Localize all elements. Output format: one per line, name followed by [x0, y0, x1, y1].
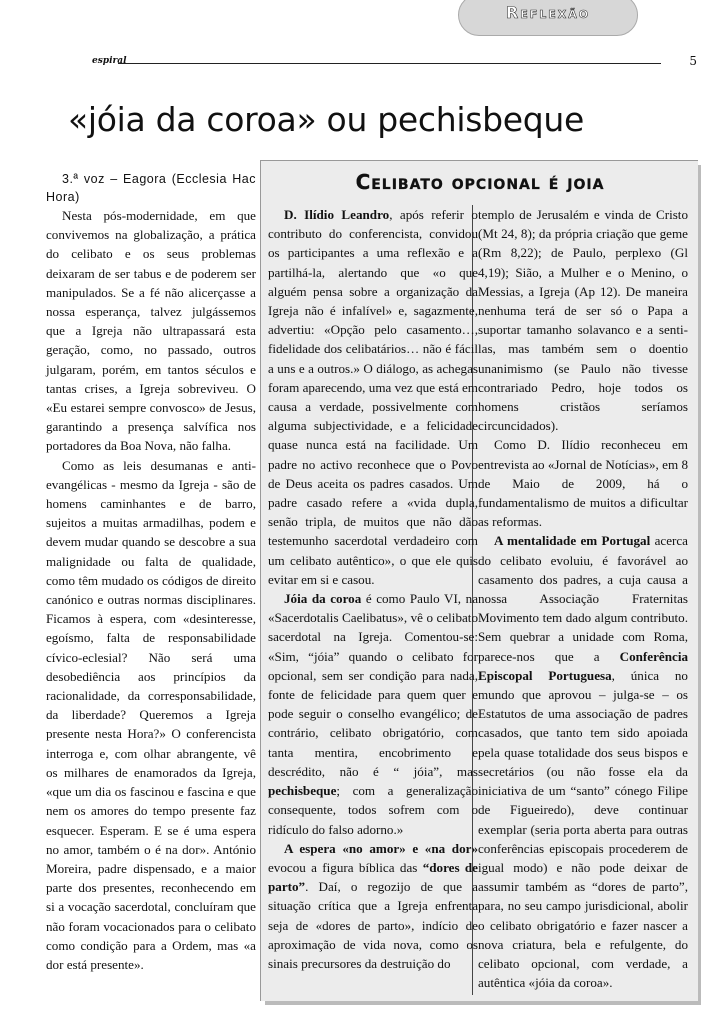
header-rule	[118, 63, 661, 64]
bold-phrase: A espera «no amor» e «na dor»	[284, 840, 478, 856]
paragraph: Como D. Ilídio reconheceu em entrevista ao «Jornal de Notícias», em 8 de Maio de 2009, há o fundamentalismo de muitos a dificultar as reformas.	[478, 437, 688, 530]
paragraph: Nesta pós-modernidade, em que convivemos na globalização, a prática do celibato e os seus problemas deixaram de ser tabus e de poderem ser manipulados. Se a fé não alicerçasse a nossa esperança, talvez julgássemos que a Igreja não ultrapassará esta geração, como, no passado, outros julgaram, porém, em tantos séculos e tantas crises, a Igreja sobreviveu. O «Eu estarei sempre convosco» de Jesus, garantindo a presença salvífica nos portadores da Boa Nova, não falha.	[46, 208, 256, 454]
bold-phrase: Conferência Episcopal Portuguesa	[478, 648, 688, 683]
article-title: «jóia da coroa» ou pechisbeque	[68, 100, 585, 139]
section-tab-label: Reflexão	[505, 3, 591, 22]
paragraph	[268, 205, 478, 589]
paragraph: templo de Jerusalém e vinda de Cristo (Mt 24, 8); da própria criação que geme (Rm 8,22); de Paulo, perplexo (Gl 4,19); Sião, a Mulher e o Menino, o Messias, a Igreja (Ap 12). De maneira nenhuma terá de ser só o Papa a suportar tamanho solavanco e a senti-las, mas também sem o doentio unanimismo (se Paulo não tivesse contrariado Pedro, hoje todos os homens cristãos seríamos circuncidados).	[478, 207, 688, 434]
bold-phrase: D. Ilídio Leandro	[284, 207, 390, 222]
paragraph	[478, 531, 688, 992]
column-1	[46, 170, 256, 974]
bold-phrase: “dores de parto”	[268, 859, 478, 895]
bold-phrase: A mentalidade em Portugal	[494, 533, 651, 549]
paragraph: Como as leis desumanas e anti-evangélicas - mesmo da Igreja - são de homens caminhantes e de barro, sujeitos a muitas armadilhas, podem e devem mudar quando se descobre a sua malignidade ou falta de qualidade, como têm mudado os códigos de direito canónico e outras normas disciplinares. Ficamos à espera, com «desinteresse, egoísmo, falta de responsabilidade cívico-eclesial? Não será uma desobediência aos princípios da racionalidade, da corresponsabilidade, da liberdade? Queremos a Igreja presente nesta Hora?» O conferencista interroga e, com olhar abrangente, vê os milhares de enamorados da Igreja, «que um dia os fascinou e fascina e que nem os amores do tempo presente faz esquecer. Esperam. E se é uma espera no amor, também o é na dor». António Moreira, padre dispensado, e a maior parte dos presentes, reconhecendo em si a vocação sacerdotal, concluíram que não foram vocacionados para o celibato como condição para a Ordem, mas «a dor está presente».	[46, 457, 256, 972]
text: . Daí, o regozijo de que a situação crítica que a Igreja enfrenta seja de «dores de parto», indício de aproximação de vida nova, como os sinais precursores da destruição do	[268, 879, 478, 971]
text: acerca do celibato evoluiu, é favorável ao casamento dos padres, a cuja causa a nossa Associação Fraternitas Movimento tem dado algum contributo. Sem quebrar a unidade com Roma, parece-nos que a	[478, 533, 688, 664]
lead-heading: 3.ª voz – Eagora (Ecclesia Hac Hora)	[46, 172, 256, 204]
bold-phrase: Jóia da coroa	[284, 591, 362, 607]
box-title: Celibato opcional é joia	[355, 170, 605, 194]
column-3	[478, 205, 688, 992]
text: é como Paulo VI, na «Sacerdotalis Caelibatus», vê o celibato sacerdotal na Igreja. Comentou-se: «Sim, “jóia” quando o celibato for opcional, sem ser condição para nada, fonte de felicidade para quem quer e pode seguir o conselho evangélico; de contrário, celibato obrigatório, com tanta mentira, encobrimento e descrédito, não é “ jóia”, mas	[268, 591, 478, 779]
running-header	[92, 56, 697, 72]
text: , após referir o contributo do conferencista, convidou os participantes a uma reflexão e a partilhá-la, alertando que «o que alguém pensa sobre a organização da Igreja não é infalível» e, sagazmente, advertiu: «Opção pelo casamento…, fidelidade dos celibatários… não é fácil a uns e a outros.» O diálogo, as achegas foram aparecendo, uma vez que está em causa a verdade, possivelmente com alguma subjectividade, e a felicidade quase nunca está na facilidade. Um padre no activo reconhece que o Povo de Deus aceita os padres casados. Um padre casado refere a «vida dupla, senão tripla, de muitos que não dão testemunho sacerdotal verdadeiro com um celibato autêntico», o que ele quis evitar em si e casou.	[268, 207, 478, 587]
paragraph	[268, 839, 478, 973]
text: , única no mundo que aprovou – julga-se – os Estatutos de uma associação de padres casados, que tanto tem sido apoiada pela quase totalidade dos seus bispos e secretários (ou não fosse ela da iniciativa de um “santo” cónego Filipe de Figueiredo), deve continuar exemplar (seria porta aberta para outras conferências episcopais procederem de igual modo) e não pode deixar de assumir também as “dores de parto”, para, no seu campo jurisdicional, abolir o celibato obrigatório e fazer nascer a nova criatura, bela e refulgente, do celibato opcional, com verdade, a autêntica «jóia da coroa».	[478, 667, 688, 991]
page-number: 5	[689, 54, 697, 68]
paragraph	[268, 589, 478, 839]
text: evocou a figura bíblica das	[268, 859, 423, 875]
bold-phrase: pechisbeque	[268, 783, 337, 799]
publication-name: espiral	[92, 56, 127, 66]
text: ; com a generalização consequente, todos sofrem com o ridículo do falso adorno.»	[268, 783, 478, 837]
section-tab	[458, 0, 638, 36]
column-2	[268, 205, 478, 973]
